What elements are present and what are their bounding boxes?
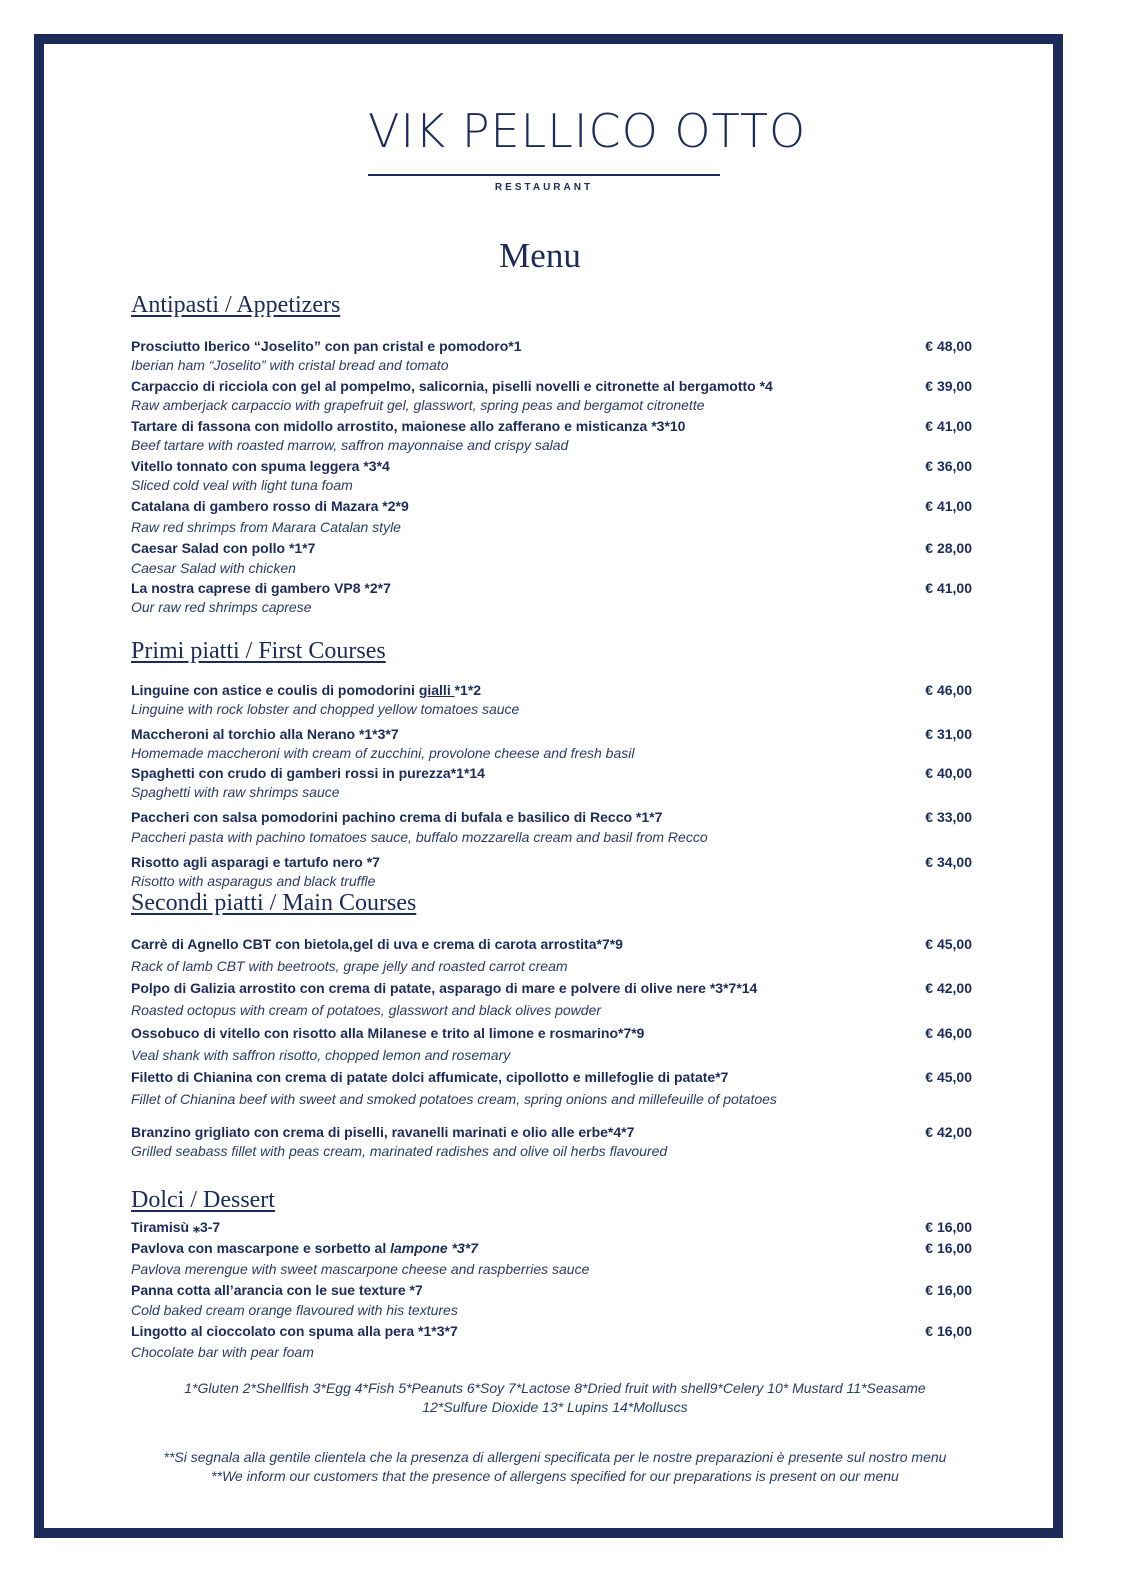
item-name: Tartare di fassona con midollo arrostito, maionese allo zafferano e misticanza *3*10: [131, 418, 686, 434]
item-name: Catalana di gambero rosso di Mazara *2*9: [131, 498, 409, 514]
item-price: € 45,00: [925, 936, 972, 952]
item-price: € 46,00: [925, 1025, 972, 1041]
item-price: € 16,00: [925, 1240, 972, 1256]
item-name: Tiramisù ⁎3-7: [131, 1219, 221, 1235]
allergen-notice-italian: **Si segnala alla gentile clientela che la presenza di allergeni specificata per le nostre preparazioni è presente sul nostro menu: [163, 1449, 947, 1465]
item-desc: Rack of lamb CBT with beetroots, grape jelly and roasted carrot cream: [131, 958, 568, 974]
item-price: € 34,00: [925, 854, 972, 870]
logo-underline: [368, 174, 720, 176]
item-desc: Our raw red shrimps caprese: [131, 599, 312, 615]
item-name-part: Linguine con astice e coulis di pomodorini: [131, 682, 419, 698]
item-price: € 39,00: [925, 378, 972, 394]
item-price: € 31,00: [925, 726, 972, 742]
item-desc: Chocolate bar with pear foam: [131, 1344, 314, 1360]
item-desc: Risotto with asparagus and black truffle: [131, 873, 376, 889]
item-price: € 28,00: [925, 540, 972, 556]
item-name-italic: lampone *3*7: [390, 1240, 479, 1256]
item-price: € 16,00: [925, 1323, 972, 1339]
item-desc: Homemade maccheroni with cream of zucchini, provolone cheese and fresh basil: [131, 745, 635, 761]
item-price: € 41,00: [925, 580, 972, 596]
item-name: Spaghetti con crudo di gamberi rossi in purezza*1*14: [131, 765, 485, 781]
item-name: [131, 1240, 478, 1256]
section-title-primi: Primi piatti / First Courses: [131, 638, 386, 664]
item-price: € 40,00: [925, 765, 972, 781]
item-desc: Spaghetti with raw shrimps sauce: [131, 784, 340, 800]
item-name: Maccheroni al torchio alla Nerano *1*3*7: [131, 726, 399, 742]
item-desc: Roasted octopus with cream of potatoes, glasswort and black olives powder: [131, 1002, 602, 1018]
item-name: Carrè di Agnello CBT con bietola,gel di uva e crema di carota arrostita*7*9: [131, 936, 623, 952]
item-name: Prosciutto Iberico “Joselito” con pan cristal e pomodoro*1: [131, 338, 522, 354]
item-price: € 16,00: [925, 1282, 972, 1298]
item-desc: Raw red shrimps from Marara Catalan style: [131, 519, 401, 535]
item-name: La nostra caprese di gambero VP8 *2*7: [131, 580, 391, 596]
item-price: € 33,00: [925, 809, 972, 825]
section-title-dolci: Dolci / Dessert: [131, 1187, 275, 1213]
item-desc: Iberian ham “Joselito” with cristal bread and tomato: [131, 357, 449, 373]
item-price: € 48,00: [925, 338, 972, 354]
item-name: Polpo di Galizia arrostito con crema di patate, asparago di mare e polvere di olive nere *3*7*14: [131, 980, 758, 996]
item-desc: Pavlova merengue with sweet mascarpone cheese and raspberries sauce: [131, 1261, 590, 1277]
item-price: € 45,00: [925, 1069, 972, 1085]
item-desc: Cold baked cream orange flavoured with his textures: [131, 1302, 458, 1318]
item-name: Paccheri con salsa pomodorini pachino crema di bufala e basilico di Recco *1*7: [131, 809, 663, 825]
section-title-secondi: Secondi piatti / Main Courses: [131, 890, 417, 916]
item-desc: Sliced cold veal with light tuna foam: [131, 477, 353, 493]
item-desc: Fillet of Chianina beef with sweet and smoked potatoes cream, spring onions and millefeuille of potatoes: [131, 1091, 777, 1107]
item-desc: Paccheri pasta with pachino tomatoes sauce, buffalo mozzarella cream and basil from Recco: [131, 829, 708, 845]
item-name-underlined: gialli: [418, 682, 455, 698]
allergen-notice-english: **We inform our customers that the presence of allergens specified for our preparations is present on our menu: [211, 1468, 899, 1484]
allergen-legend-line-2: 12*Sulfure Dioxide 13* Lupins 14*Molluscs: [422, 1399, 688, 1415]
item-name: Carpaccio di ricciola con gel al pompelmo, salicornia, piselli novelli e citronette al bergamotto *4: [131, 378, 773, 394]
menu-title: Menu: [499, 236, 581, 275]
item-desc: Veal shank with saffron risotto, chopped lemon and rosemary: [131, 1047, 511, 1063]
item-desc: Beef tartare with roasted marrow, saffron mayonnaise and crispy salad: [131, 437, 569, 453]
item-price: € 42,00: [925, 980, 972, 996]
item-name: Caesar Salad con pollo *1*7: [131, 540, 316, 556]
restaurant-logo: [368, 82, 807, 202]
item-price: € 42,00: [925, 1124, 972, 1140]
item-price: € 46,00: [925, 682, 972, 698]
item-desc: Raw amberjack carpaccio with grapefruit gel, glasswort, spring peas and bergamot citronette: [131, 397, 705, 413]
item-name: Vitello tonnato con spuma leggera *3*4: [131, 458, 390, 474]
item-desc: Caesar Salad with chicken: [131, 560, 296, 576]
item-name: Panna cotta all’arancia con le sue texture *7: [131, 1282, 423, 1298]
item-desc: Linguine with rock lobster and chopped yellow tomatoes sauce: [131, 701, 520, 717]
item-price: € 16,00: [925, 1219, 972, 1235]
section-title-antipasti: Antipasti / Appetizers: [131, 292, 341, 318]
item-name: [131, 682, 481, 698]
item-name: Lingotto al cioccolato con spuma alla pera *1*3*7: [131, 1323, 458, 1339]
item-price: € 41,00: [925, 498, 972, 514]
item-desc: Grilled seabass fillet with peas cream, marinated radishes and olive oil herbs flavoured: [131, 1143, 668, 1159]
item-price: € 41,00: [925, 418, 972, 434]
logo-wordmark: VIK PELLICO OTTO: [368, 104, 807, 158]
item-price: € 36,00: [925, 458, 972, 474]
item-name-part: Pavlova con mascarpone e sorbetto al: [131, 1240, 391, 1256]
item-name: Ossobuco di vitello con risotto alla Milanese e trito al limone e rosmarino*7*9: [131, 1025, 645, 1041]
item-name-part: *1*2: [454, 682, 482, 698]
logo-subtitle: RESTAURANT: [494, 182, 594, 193]
item-name: Filetto di Chianina con crema di patate dolci affumicate, cipollotto e millefoglie di patate*7: [131, 1069, 729, 1085]
allergen-legend-line-1: 1*Gluten 2*Shellfish 3*Egg 4*Fish 5*Peanuts 6*Soy 7*Lactose 8*Dried fruit with shell9*Celery 10* Mustard 11*Seasame: [184, 1380, 926, 1396]
item-name: Branzino grigliato con crema di piselli, ravanelli marinati e olio alle erbe*4*7: [131, 1124, 635, 1140]
item-name: Risotto agli asparagi e tartufo nero *7: [131, 854, 380, 870]
